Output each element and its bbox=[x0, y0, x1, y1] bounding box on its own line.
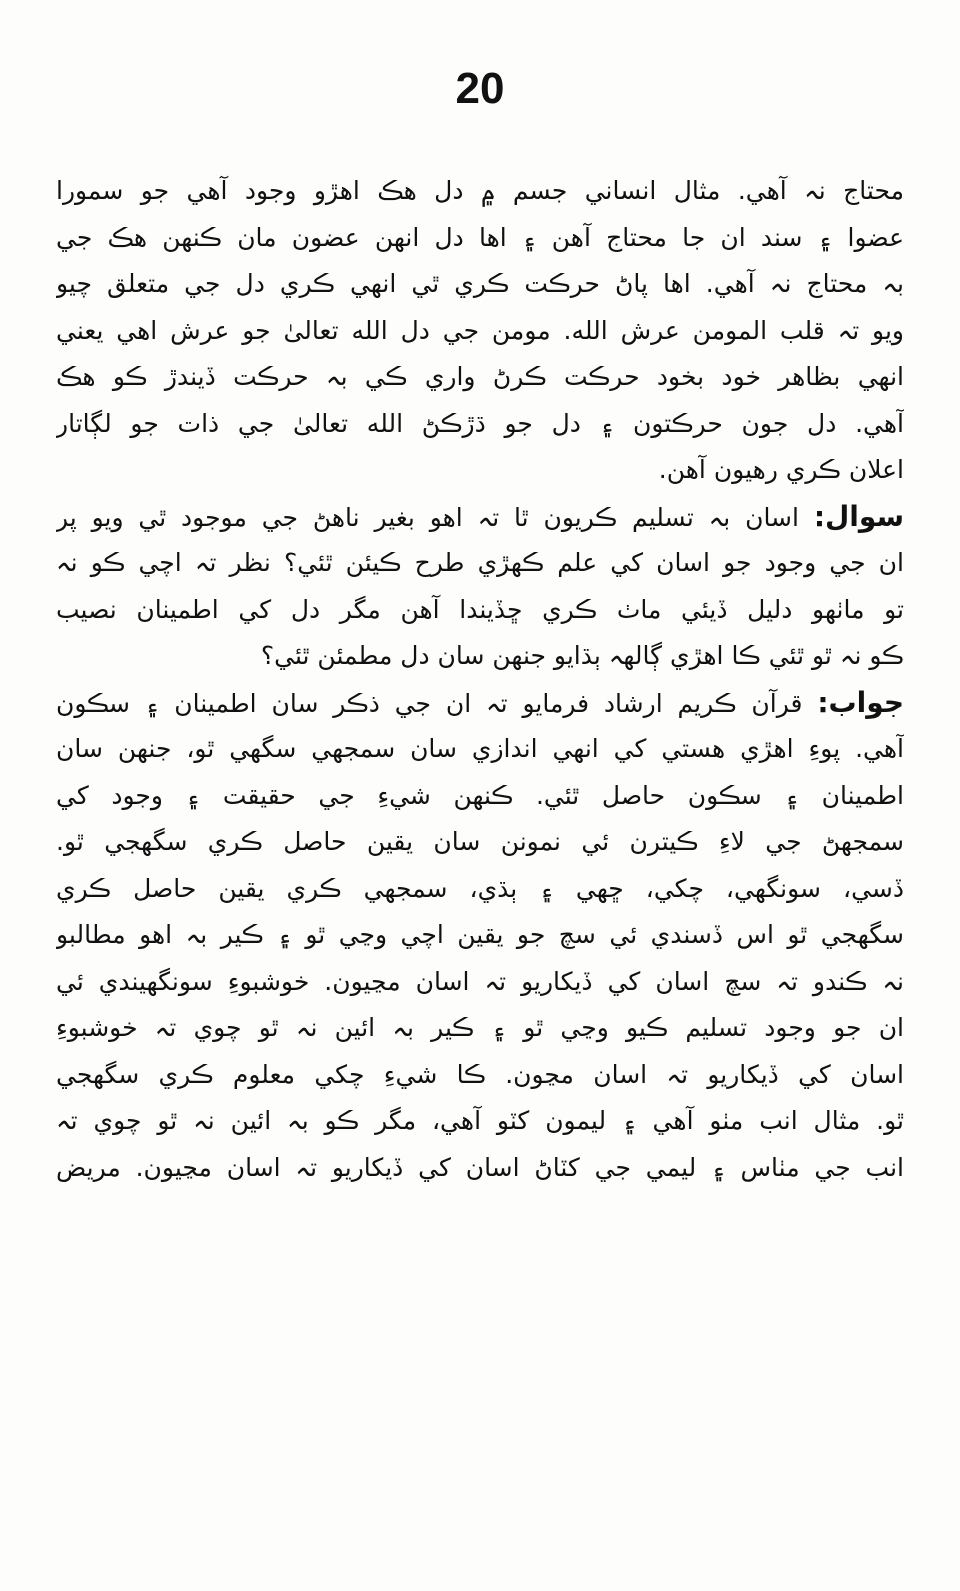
text-line: نہ ڪندو تہ سچ اسان کي ڏيکاريو تہ اسان مڃيون. خوشبوءِ سونگهيندي ئي bbox=[56, 966, 904, 996]
answer-label: جواب: bbox=[817, 685, 904, 719]
body-text bbox=[56, 168, 904, 1191]
text-line: ڪو نہ ٿو ٿئي ڪا اهڙي ڳالهہ ٻڌايو جنهن سان دل مطمئن ٿئي؟ bbox=[260, 641, 904, 670]
text-line: تو ماٺهو دليل ڏيئي ماٺ ڪري ڇڏيندا آهن مگر دل کي اطمينان نصيب bbox=[56, 594, 904, 624]
text-line: سمجهڻ جي لاءِ ڪيترن ئي نمونن سان يقين حاصل ڪري سگهجي ٿو. bbox=[56, 827, 904, 856]
text-line: ويو تہ قلب المومن عرش الله. مومن جي دل الله تعالیٰ جو عرش اهي يعني bbox=[56, 315, 904, 345]
text-line: ڏسي، سونگهي، چکي، ڇهي ۽ ٻڌي، سمجهي ڪري يقين حاصل ڪري bbox=[56, 873, 904, 903]
text-line: انهي بظاهر خود بخود حرڪت ڪرڻ واري ڪي بہ حرڪت ڏيندڙ ڪو هڪ bbox=[56, 362, 904, 391]
question-first-line bbox=[56, 494, 904, 541]
text-line: محتاج نہ آهي. مثال انساني جسم ۾ دل هڪ اهڙو وجود آهي جو سمورا bbox=[56, 176, 904, 205]
text-line: اطمينان ۽ سڪون حاصل ٿئي. ڪنهن شيءِ جي حقيقت ۽ وجود کي bbox=[56, 780, 904, 810]
text-line: عضوا ۽ سند ان جا محتاج آهن ۽ اها دل انهن عضون مان ڪنهن هڪ جي bbox=[56, 222, 904, 252]
text-line: ان جو وجود تسليم ڪيو وڃي ٿو ۽ ڪير بہ ائين نہ ٿو چوي تہ خوشبوءِ bbox=[56, 1013, 904, 1042]
text-fragment: اسان بہ تسليم ڪريون ٿا تہ اهو بغير ناهڻ جي موجود ٿي ويو پر bbox=[56, 502, 799, 532]
question-label: سوال: bbox=[813, 499, 904, 533]
text-fragment: قرآن ڪريم ارشاد فرمايو تہ ان جي ذڪر سان اطمينان ۽ سڪون bbox=[56, 688, 803, 718]
text-line: سگهجي ٿو اس ڏسندي ئي سچ جو يقين اچي وڃي ٿو ۽ ڪير بہ اهو مطالبو bbox=[56, 920, 904, 949]
text-line: اعلان ڪري رهيون آهن. bbox=[658, 455, 904, 484]
text-line: انب جي مٺاس ۽ ليمي جي کٽاڻ اسان کي ڏيکاريو تہ اسان مڃيون. مريض bbox=[56, 1152, 904, 1182]
text-line: بہ محتاج نہ آهي. اها پاڻ حرڪت ڪري ٿي انهي ڪري دل جي متعلق چيو bbox=[56, 269, 904, 298]
text-line: اسان کي ڏيکاريو تہ اسان مڃون. ڪا شيءِ چکي معلوم ڪري سگهجي bbox=[56, 1059, 904, 1089]
text-line: آهي. دل جون حرڪتون ۽ دل جو ڌڙڪڻ الله تعالیٰ جي ذات جو لڳاتار bbox=[56, 408, 904, 438]
text-line: ٿو. مثال انب مٺو آهي ۽ ليمون کٽو آهي، مگر ڪو بہ ائين نہ ٿو چوي تہ bbox=[56, 1106, 904, 1135]
text-line: آهي. پوءِ اهڙي هستي کي انهي اندازي سان سمجهي سگهي ٿو، جنهن سان bbox=[56, 734, 904, 763]
text-line: ان جي وجود جو اسان کي علم ڪهڙي طرح ڪيئن ٿئي؟ نظر تہ اچي ڪو نہ bbox=[56, 548, 904, 577]
page-number: 20 bbox=[455, 64, 505, 113]
answer-first-line bbox=[56, 680, 904, 727]
